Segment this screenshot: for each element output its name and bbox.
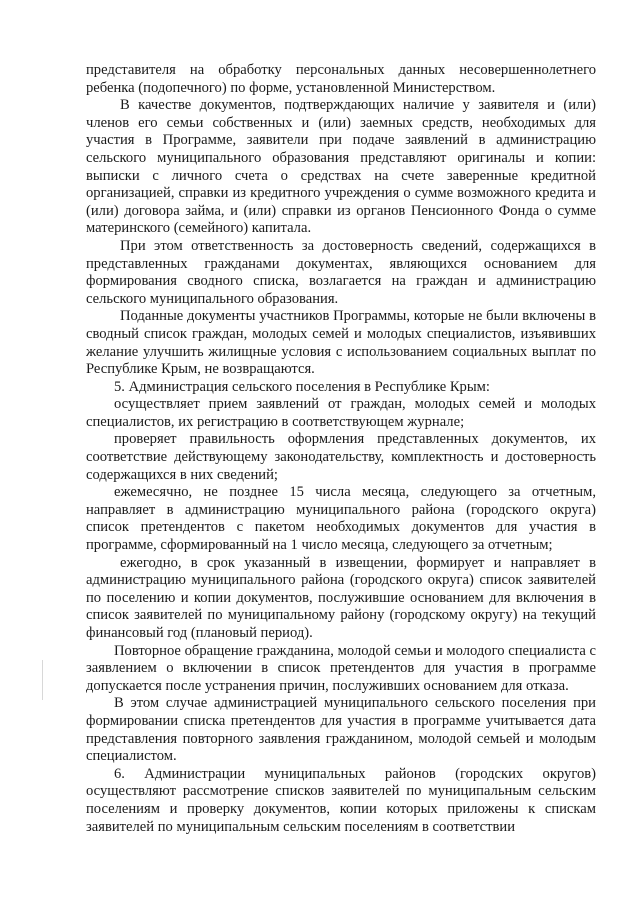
scan-margin-mark <box>42 660 43 700</box>
paragraph-responsibility: При этом ответственность за достоверность сведений, содержащихся в представленных гражданами документах, являющихся основанием для формирования сводного списка, возлагается на граждан и администрацию сельского муниципального образования. <box>86 237 596 307</box>
paragraph-checks-documents: проверяет правильность оформления представленных документов, их соответствие действующему законодательству, комплектность и достоверность содержащихся в них сведений; <box>86 431 596 483</box>
paragraph-documents-funds: В качестве документов, подтверждающих наличие у заявителя и (или) членов его семьи собственных и (или) заемных средств, необходимых для участия в Программе, заявители при подаче заявлений в администрацию сельского муниципального образования представляют оригиналы и копии: выписки с личного счета о средствах на счете заверенные кредитной организацией, справки из кредитного учреждения о сумме возможного кредита и (или) договора займа, и (или) справки из органов Пенсионного Фонда о сумме материнского (семейного) капитала. <box>86 97 596 237</box>
paragraph-annually: ежегодно, в срок указанный в извещении, формирует и направляет в администрацию муниципального района (городского округа) список заявителей по поселению и копии документов, послужившие основанием для включения в список заявителей по муниципальному району (городскому округу) на текущий финансовый год (плановый период). <box>86 554 596 641</box>
section-6-paragraph: 6. Администрации муниципальных районов (городских округов) осуществляют рассмотрение списков заявителей по муниципальным сельским поселениям и проверку документов, копии которых приложены к спискам заявителей по муниципальным сельским поселениям в соответствии <box>86 765 596 835</box>
section-5-heading: 5. Администрация сельского поселения в Республике Крым: <box>114 378 490 395</box>
paragraph-accepts-applications: осуществляет прием заявлений от граждан, молодых семей и молодых специалистов, их регистрацию в соответствующем журнале; <box>86 396 596 430</box>
paragraph-monthly: ежемесячно, не позднее 15 числа месяца, следующего за отчетным, направляет в администрацию муниципального района (городского округа) список претендентов с пакетом необходимых документов для участия в программе, сформированный на 1 число месяца, следующего за отчетным; <box>86 484 596 554</box>
paragraph-repeat-application: Повторное обращение гражданина, молодой семьи и молодого специалиста с заявлением о включении в список претендентов для участия в программе допускается после устранения причин, послуживших основанием для отказа. <box>86 642 596 694</box>
document-body <box>86 62 596 836</box>
paragraph-repeat-date: В этом случае администрацией муниципального сельского поселения при формировании списка претендентов для участия в программе учитывается дата представления повторного заявления гражданином, молодой семьей и молодым специалистом. <box>86 695 596 765</box>
paragraph-submitted-documents: Поданные документы участников Программы, которые не были включены в сводный список граждан, молодых семей и молодых специалистов, изъявивших желание улучшить жилищные условия с использованием социальных выплат по Республике Крым, не возвращаются. <box>86 308 596 378</box>
paragraph-continuation: представителя на обработку персональных данных несовершеннолетнего ребенка (подопечного) по форме, установленной Министерством. <box>86 62 596 96</box>
